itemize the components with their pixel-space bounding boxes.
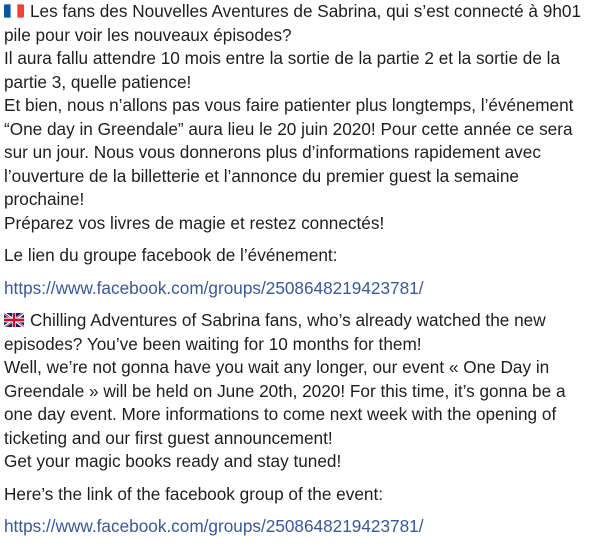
english-link-block [4,515,598,539]
english-paragraph [4,309,598,474]
facebook-group-link-fr[interactable]: https://www.facebook.com/groups/2508648219423781/ [4,277,424,298]
paragraph-line: Il aura fallu attendre 10 mois entre la sortie de la partie 2 et la sortie de la [4,48,561,68]
paragraph-line: l’ouverture de la billetterie et l’annonce du premier guest la semaine [4,165,519,186]
french-link-block [4,277,598,301]
link-intro-text: Here’s the link of the facebook group of the event: [4,483,384,504]
paragraph-line: one day event. More informations to come next week with the opening of [4,404,557,424]
paragraph-line: sur un jour. Nous vous donnerons plus d’informations rapidement avec [4,142,541,162]
paragraph-line: Préparez vos livres de magie et restez connectés! [4,212,385,233]
facebook-group-link-en[interactable]: https://www.facebook.com/groups/2508648219423781/ [4,516,424,536]
paragraph-line: partie 3, quelle patience! [4,71,192,92]
france-flag-icon [4,4,24,18]
paragraph-line: “One day in Greendale” aura lieu le 20 juin 2020! Pour cette année ce sera [4,118,573,139]
french-link-intro [4,244,598,268]
paragraph-line: prochaine! [4,189,85,209]
paragraph-line: Greendale » will be held on June 20th, 2020! For this time, it’s gonna be a [4,380,566,401]
link-intro-text: Le lien du groupe facebook de l’événement: [4,245,338,265]
united-kingdom-flag-icon [4,313,24,327]
paragraph-line: episodes? You’ve been waiting for 10 months for them! [4,333,422,354]
paragraph-line: ticketing and our first guest announcement! [4,427,333,448]
english-link-intro [4,483,598,507]
paragraph-line: Les fans des Nouvelles Aventures de Sabrina, qui s’est connecté à 9h01 [4,0,598,24]
paragraph-line: Well, we’re not gonna have you wait any longer, our event « One Day in [4,357,550,377]
paragraph-line: Chilling Adventures of Sabrina fans, who’s already watched the new [4,309,598,333]
paragraph-line: Get your magic books ready and stay tuned! [4,451,342,471]
paragraph-line: Et bien, nous n’allons pas vous faire patienter plus longtemps, l’événement [4,95,574,115]
french-paragraph [4,0,598,235]
paragraph-line: pile pour voir les nouveaux épisodes? [4,24,292,45]
